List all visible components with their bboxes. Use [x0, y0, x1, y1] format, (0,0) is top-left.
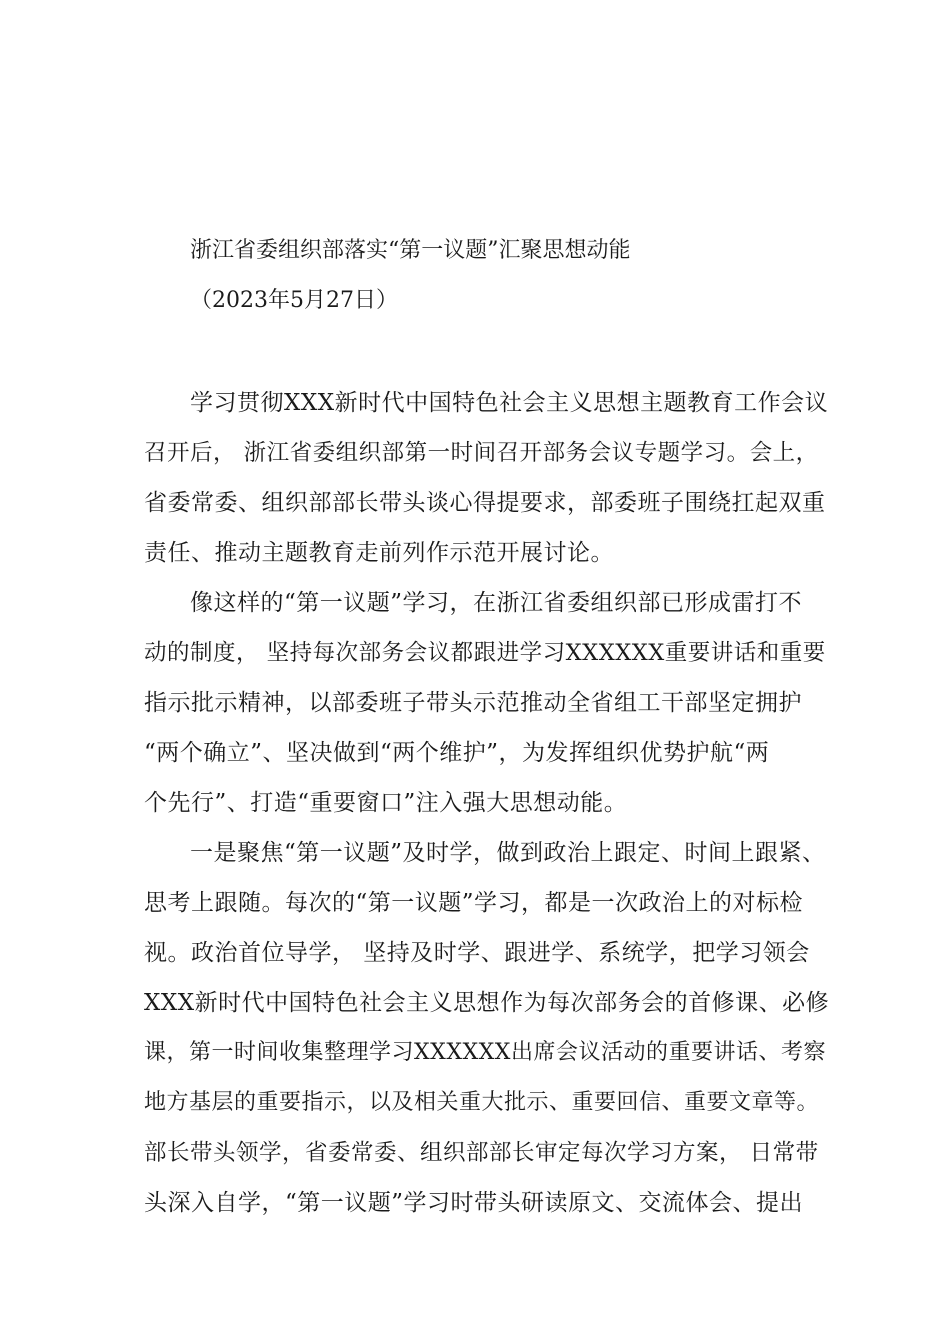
body-line: 学习贯彻XXX新时代中国特色社会主义思想主题教育工作会议	[190, 390, 829, 416]
body-line: 头深入自学，“第一议题”学习时带头研读原文、交流体会、提出	[144, 1190, 804, 1216]
body-line: 视。政治首位导学， 坚持及时学、跟进学、系统学，把学习领会	[144, 940, 810, 966]
document-date: （2023年5月27日）	[190, 288, 398, 313]
body-line: 课，第一时间收集整理学习XXXXXX出席会议活动的重要讲话、考察	[144, 1040, 826, 1065]
document-body	[144, 378, 830, 1228]
body-line: 动的制度， 坚持每次部务会议都跟进学习XXXXXX重要讲话和重要	[144, 640, 826, 666]
body-line: 一是聚焦“第一议题”及时学，做到政治上跟定、时间上跟紧、	[190, 840, 826, 866]
body-line: XXX新时代中国特色社会主义思想作为每次部务会的首修课、必修	[144, 990, 830, 1016]
body-line: 部长带头领学，省委常委、组织部部长审定每次学习方案， 日常带	[144, 1140, 819, 1166]
document-title: 浙江省委组织部落实“第一议题”汇聚思想动能	[190, 238, 631, 263]
body-line: 责任、推动主题教育走前列作示范开展讨论。	[144, 540, 614, 566]
body-line: 思考上跟随。每次的“第一议题”学习，都是一次政治上的对标检	[144, 890, 804, 916]
body-line: 像这样的“第一议题”学习，在浙江省委组织部已形成雷打不	[190, 590, 803, 616]
body-line: 地方基层的重要指示，以及相关重大批示、重要回信、重要文章等。	[144, 1090, 820, 1115]
body-line: 个先行”、打造“重要窗口”注入强大思想动能。	[144, 790, 628, 816]
body-line: 召开后， 浙江省委组织部第一时间召开部务会议专题学习。会上，	[144, 440, 819, 466]
body-line: 省委常委、组织部部长带头谈心得提要求，部委班子围绕扛起双重	[144, 490, 826, 516]
body-line: “两个确立”、坚决做到“两个维护”，为发挥组织优势护航“两	[144, 740, 770, 766]
body-line: 指示批示精神，以部委班子带头示范推动全省组工干部坚定拥护	[144, 690, 802, 716]
